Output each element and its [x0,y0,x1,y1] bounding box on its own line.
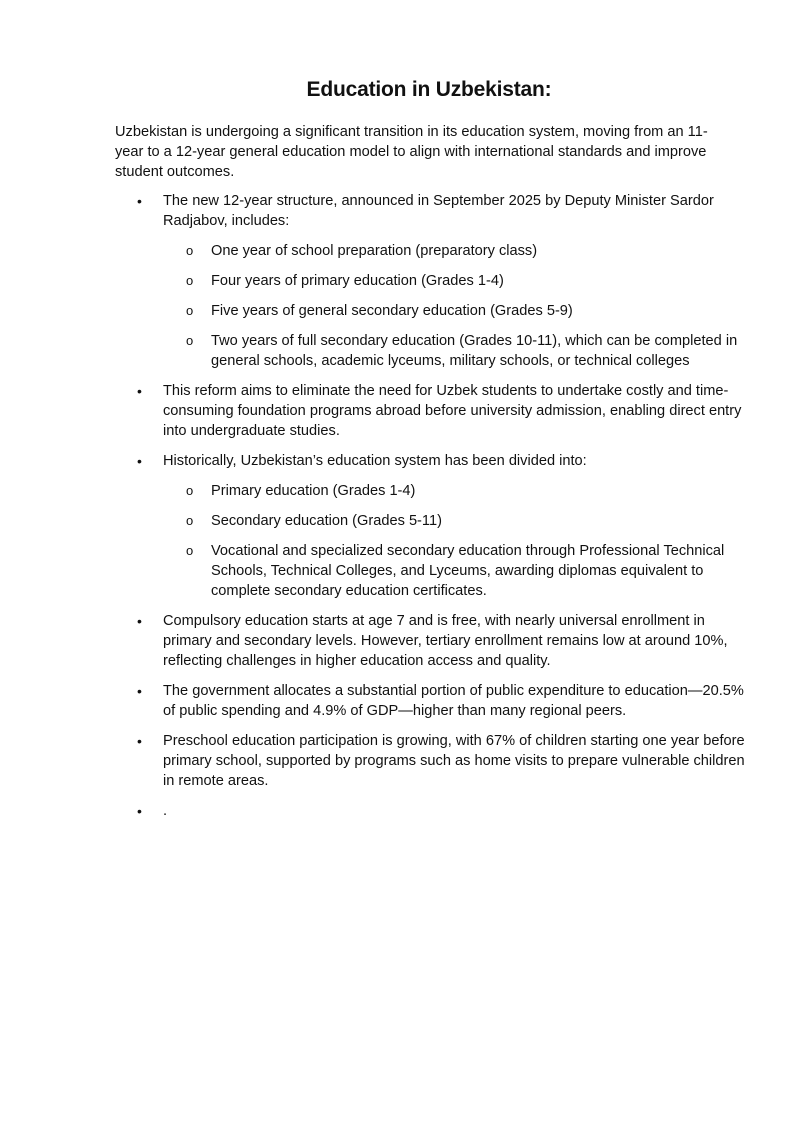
bullet-text: Preschool education participation is growing, with 67% of children starting one year before primary school, supported by programs such as home visits to prepare vulnerable children in remote areas. [163,733,745,789]
bullet-item [115,191,745,371]
bullet-text: . [163,803,168,819]
sub-marker-icon: o [186,543,194,558]
bullet-text: The new 12-year structure, announced in September 2025 by Deputy Minister Sardor Radjabov, includes: [163,193,714,229]
bullet-text: This reform aims to eliminate the need for Uzbek students to undertake costly and time-consuming foundation programs abroad before university admission, enabling direct entry into undergraduate studies. [163,383,742,439]
sub-item [163,271,745,291]
bullet-list [115,191,745,831]
sub-item [163,331,745,371]
sub-item [163,241,745,261]
sub-marker-icon: o [186,303,194,318]
sub-item-text: Vocational and specialized secondary education through Professional Technical Schools, Technical Colleges, and Lyceums, awarding diplomas equivalent to complete secondary education certificates. [211,543,725,599]
sub-marker-icon: o [186,513,194,528]
sub-item-text: Two years of full secondary education (Grades 10-11), which can be completed in general schools, academic lyceums, military schools, or technical colleges [211,333,738,369]
bullet-marker-icon: • [137,733,142,749]
bullet-text: Historically, Uzbekistan’s education system has been divided into: [163,453,587,469]
sub-marker-icon: o [186,483,194,498]
sub-item [163,511,745,531]
sub-list [163,241,745,371]
bullet-marker-icon: • [137,383,142,399]
bullet-marker-icon: • [137,683,142,699]
bullet-item [115,381,745,441]
bullet-text: Compulsory education starts at age 7 and is free, with nearly universal enrollment in primary and secondary levels. However, tertiary enrollment remains low at around 10%, reflecting challenges in higher education access and quality. [163,613,728,669]
bullet-item [115,801,745,821]
bullet-marker-icon: • [137,803,142,819]
intro-paragraph: Uzbekistan is undergoing a significant transition in its education system, moving from an 11-year to a 12-year general education model to align with international standards and improve student outcomes. [115,124,708,180]
sub-list [163,481,745,601]
sub-marker-icon: o [186,273,194,288]
bullet-item [115,681,745,721]
bullet-item [115,731,745,791]
sub-item-text: Secondary education (Grades 5-11) [211,513,442,529]
sub-item-text: Five years of general secondary education (Grades 5-9) [211,303,573,319]
bullet-text: The government allocates a substantial portion of public expenditure to education—20.5% of public spending and 4.9% of GDP—higher than many regional peers. [163,683,744,719]
bullet-marker-icon: • [137,193,142,209]
bullet-item [115,611,745,671]
document-title: Education in Uzbekistan: [306,78,552,101]
sub-item [163,301,745,321]
sub-item-text: Four years of primary education (Grades 1-4) [211,273,504,289]
sub-item-text: One year of school preparation (preparatory class) [211,243,538,259]
sub-item-text: Primary education (Grades 1-4) [211,483,416,499]
sub-marker-icon: o [186,333,194,348]
sub-item [163,481,745,501]
sub-item [163,541,745,601]
bullet-marker-icon: • [137,613,142,629]
sub-marker-icon: o [186,243,194,258]
bullet-marker-icon: • [137,453,142,469]
bullet-item [115,451,745,601]
